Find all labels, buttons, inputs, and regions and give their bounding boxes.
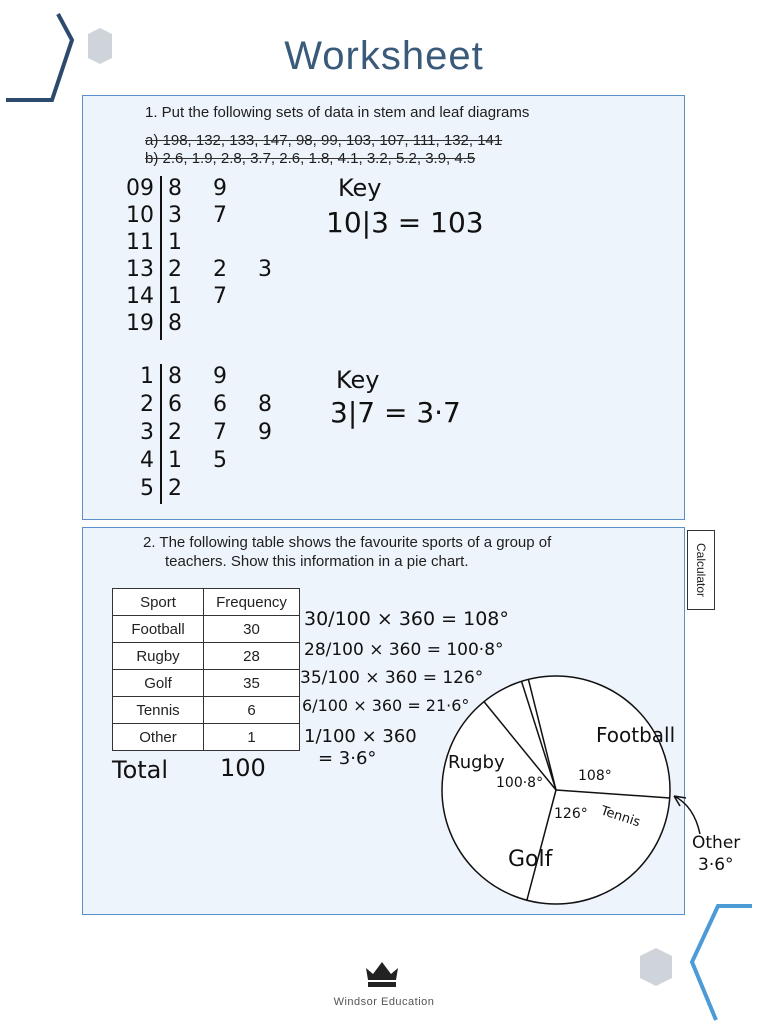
pie-slice-label: Other [692, 833, 741, 853]
pie-angle-label: 3·6° [698, 855, 734, 875]
stem-row: 09 8 9 [126, 176, 239, 201]
table-row: Other 1 [113, 724, 300, 751]
pie-angle-label: 108° [578, 768, 612, 784]
stem-row: 13 2 2 3 [126, 257, 284, 282]
total-value: 100 [220, 754, 266, 782]
stem-row: 11 1 [126, 230, 194, 255]
table-row: Tennis 6 [113, 697, 300, 724]
key-title-a: Key [338, 174, 382, 202]
pie-angle-label: 100·8° [496, 775, 544, 791]
stem-row: 2 6 6 8 [140, 392, 284, 417]
stem-row: 3 2 7 9 [140, 420, 284, 445]
pie-slice-label: Golf [508, 847, 553, 872]
stem-row: 5 2 [140, 476, 194, 501]
q1-prompt: 1. Put the following sets of data in stem and leaf diagrams [145, 104, 530, 121]
table-row: Rugby 28 [113, 643, 300, 670]
stem-row: 10 3 7 [126, 203, 239, 228]
total-label: Total [112, 756, 169, 784]
working-other: 1/100 × 360 [304, 726, 417, 747]
column-header-sport: Sport [113, 589, 204, 616]
stem-row: 14 1 7 [126, 284, 239, 309]
key-title-b: Key [336, 366, 380, 394]
q1-set-a: a) 198, 132, 133, 147, 98, 99, 103, 107, 111, 132, 141 [145, 132, 503, 149]
stem-row: 4 1 5 [140, 448, 239, 473]
working-tennis: 6/100 × 360 = 21·6° [302, 696, 470, 715]
pie-slice-label: Football [596, 723, 676, 747]
working-golf: 35/100 × 360 = 126° [300, 668, 484, 688]
working-rugby: 28/100 × 360 = 100·8° [304, 640, 504, 660]
calculator-tab-label: Calculator [694, 542, 708, 598]
footer-brand: Windsor Education [333, 996, 435, 1008]
stem-row: 19 8 [126, 311, 194, 336]
column-header-frequency: Frequency [204, 589, 300, 616]
working-football: 30/100 × 360 = 108° [304, 608, 509, 630]
table-row: Golf 35 [113, 670, 300, 697]
q2-prompt-line-2: teachers. Show this information in a pie chart. [165, 553, 469, 570]
key-b: 3|7 = 3·7 [330, 396, 461, 429]
pie-angle-label: 126° [554, 806, 588, 822]
working-other-result: = 3·6° [318, 748, 377, 769]
stem-row: 1 8 9 [140, 364, 239, 389]
table-row: Football 30 [113, 616, 300, 643]
q2-prompt-line-1: 2. The following table shows the favourite sports of a group of [143, 534, 552, 551]
pie-slice-label: Tennis [598, 803, 643, 831]
pie-slice-label: Rugby [448, 752, 505, 773]
q1-set-b: b) 2.6, 1.9, 2.8, 3.7, 2.6, 1.8, 4.1, 3.2, 5.2, 3.9, 4.5 [145, 150, 476, 167]
key-a: 10|3 = 103 [326, 206, 484, 239]
page-title: Worksheet [284, 34, 484, 78]
